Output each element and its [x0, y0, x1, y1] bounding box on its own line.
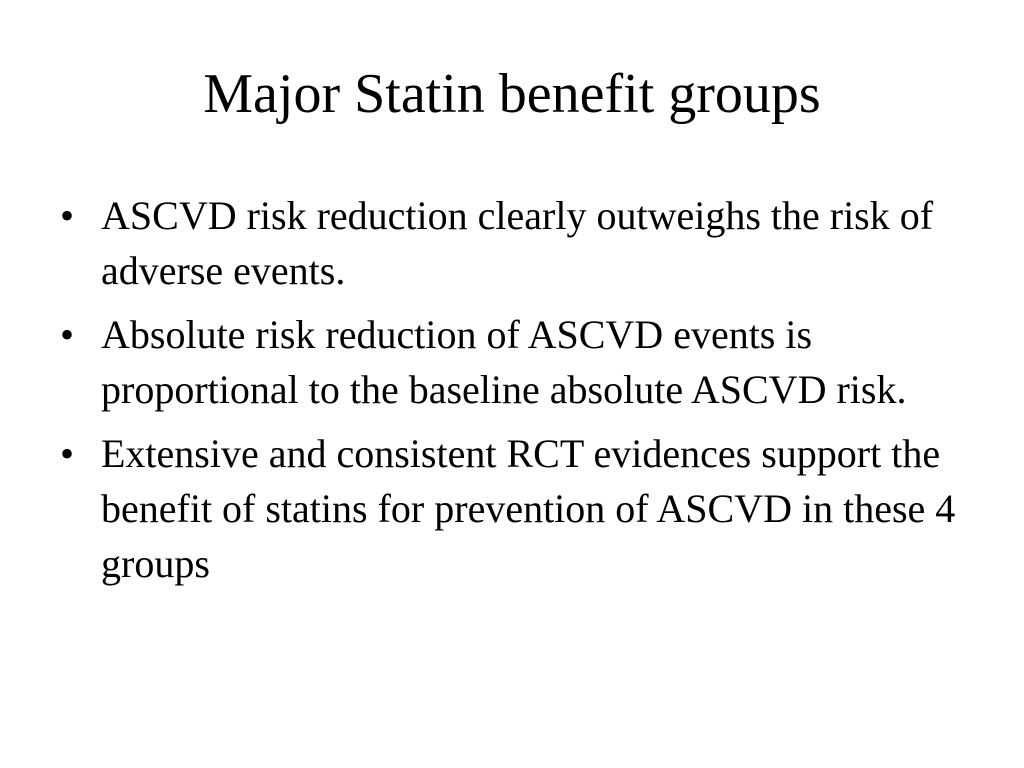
bullet-text: Absolute risk reduction of ASCVD events is proportional to the baseline absolute ASCVD risk.	[101, 312, 907, 412]
bullet-dot-icon: •	[60, 193, 75, 238]
bullet-item	[60, 188, 960, 298]
bullet-dot-icon: •	[60, 312, 75, 357]
bullet-item	[60, 426, 960, 591]
bullet-dot-icon: •	[60, 431, 75, 476]
bullet-text: Extensive and consistent RCT evidences support the benefit of statins for prevention of ASCVD in these 4 groups	[101, 431, 956, 586]
bullet-list	[60, 188, 960, 600]
slide-title: Major Statin benefit groups	[203, 63, 821, 125]
bullet-text: ASCVD risk reduction clearly outweighs the risk of adverse events.	[101, 193, 934, 293]
bullet-item	[60, 307, 960, 417]
